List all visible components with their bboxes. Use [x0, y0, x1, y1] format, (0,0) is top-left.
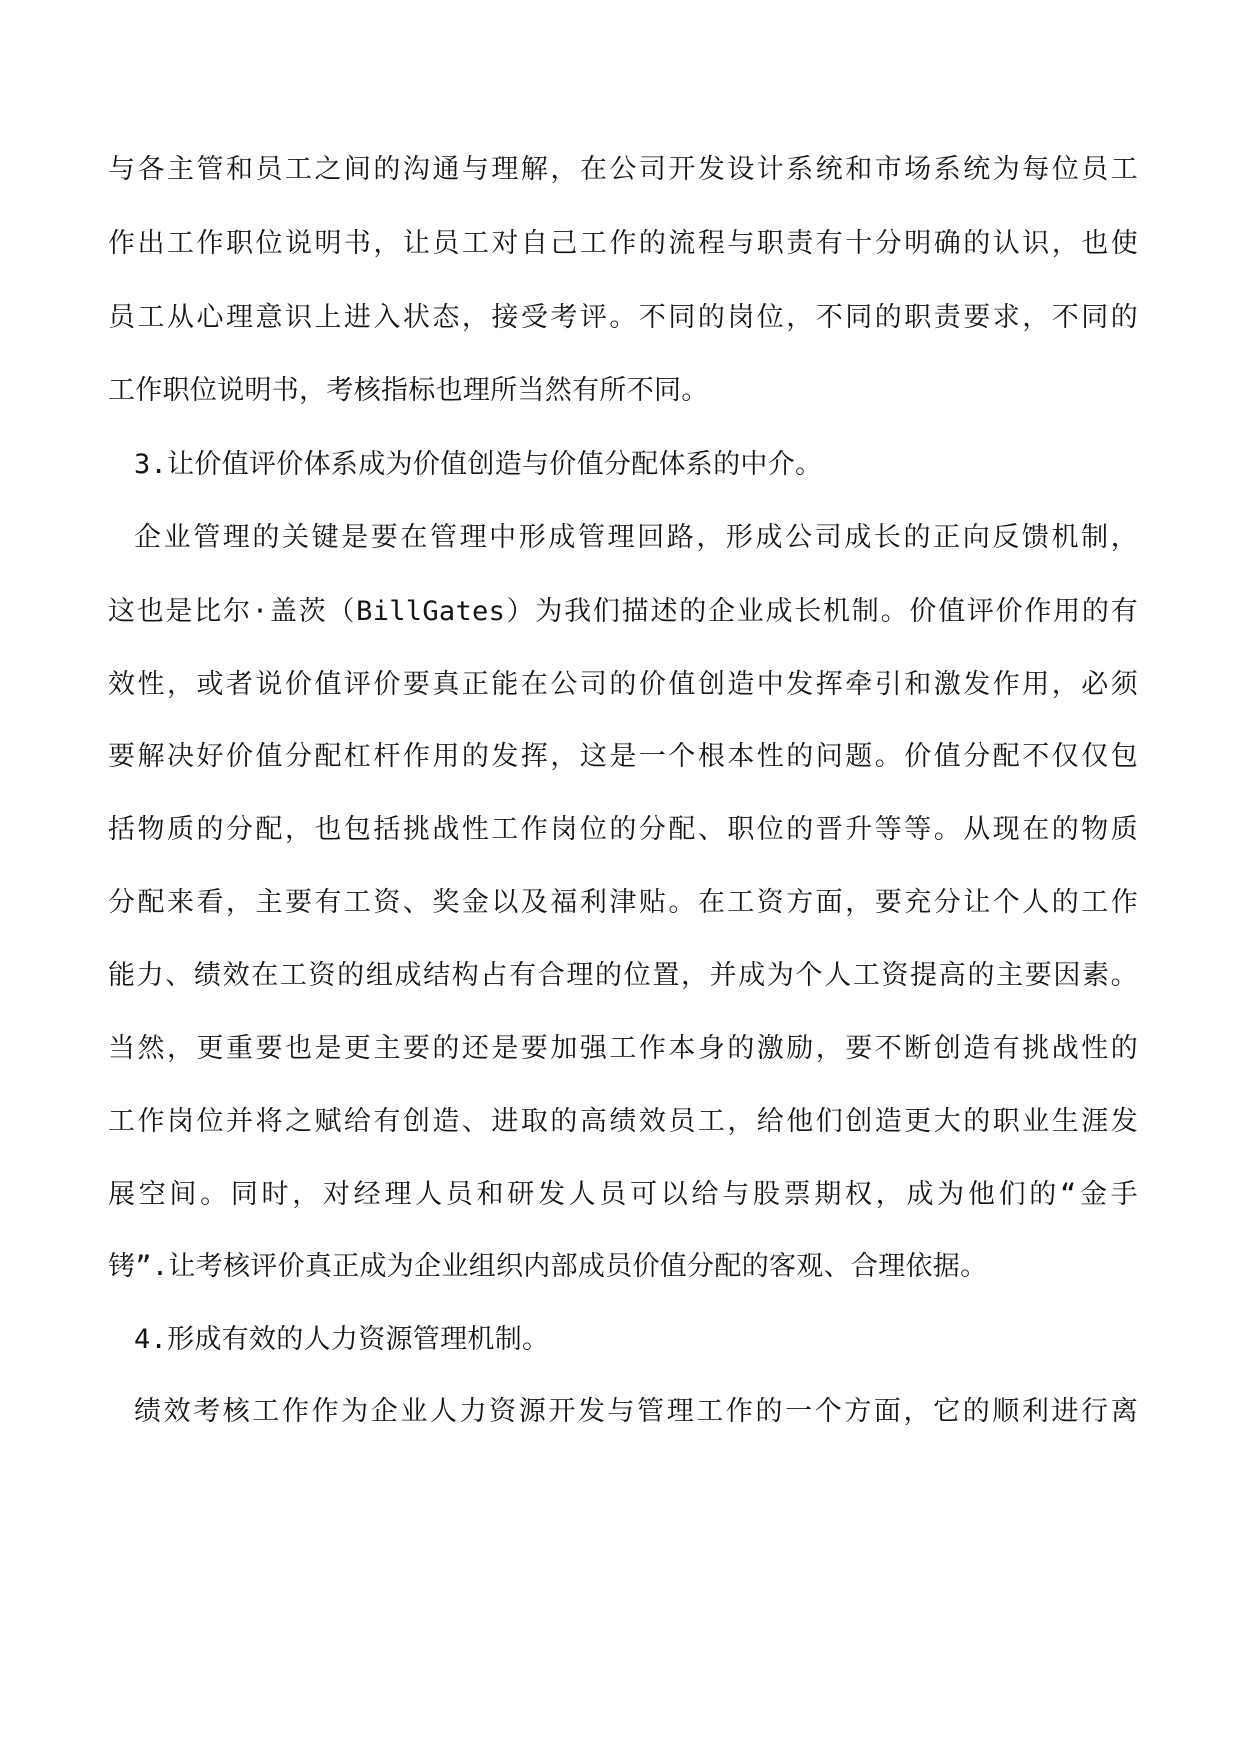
- body-text-line: 括物质的分配，也包括挑战性工作岗位的分配、职位的晋升等等。从现在的物质: [108, 814, 1138, 845]
- body-text-line: 工作岗位并将之赋给有创造、进取的高绩效员工，给他们创造更大的职业生涯发: [108, 1106, 1138, 1137]
- body-text-line: 要解决好价值分配杠杆作用的发挥，这是一个根本性的问题。价值分配不仅仅包: [108, 741, 1138, 772]
- body-text-line: 员工从心理意识上进入状态，接受考评。不同的岗位，不同的职责要求，不同的: [108, 302, 1138, 333]
- paragraph-first-line: 企业管理的关键是要在管理中形成管理回路，形成公司成长的正向反馈机制，: [134, 522, 1138, 553]
- body-text-line: 与各主管和员工之间的沟通与理解，在公司开发设计系统和市场系统为每位员工: [108, 154, 1138, 185]
- body-text-line: 铐”.让考核评价真正成为企业组织内部成员价值分配的客观、合理依据。: [108, 1251, 988, 1282]
- body-text-line: 分配来看，主要有工资、奖金以及福利津贴。在工资方面，要充分让个人的工作: [108, 887, 1138, 918]
- section-heading-4: 4.形成有效的人力资源管理机制。: [134, 1324, 550, 1355]
- body-text-line: 当然，更重要也是更主要的还是要加强工作本身的激励，要不断创造有挑战性的: [108, 1033, 1138, 1064]
- paragraph-first-line: 绩效考核工作作为企业人力资源开发与管理工作的一个方面，它的顺利进行离: [134, 1396, 1138, 1427]
- body-text-line: 作出工作职位说明书，让员工对自己工作的流程与职责有十分明确的认识，也使: [108, 228, 1138, 259]
- body-text-line: 工作职位说明书，考核指标也理所当然有所不同。: [108, 375, 709, 406]
- body-text-line: 这也是比尔·盖茨（BillGates）为我们描述的企业成长机制。价值评价作用的有: [108, 596, 1138, 627]
- body-text-line: 展空间。同时，对经理人员和研发人员可以给与股票期权，成为他们的“金手: [108, 1179, 1138, 1210]
- section-heading-3: 3.让价值评价体系成为价值创造与价值分配体系的中介。: [134, 449, 823, 480]
- body-text-line: 能力、绩效在工资的组成结构占有合理的位置，并成为个人工资提高的主要因素。: [108, 960, 1138, 991]
- body-text-line: 效性，或者说价值评价要真正能在公司的价值创造中发挥牵引和激发作用，必须: [108, 669, 1138, 700]
